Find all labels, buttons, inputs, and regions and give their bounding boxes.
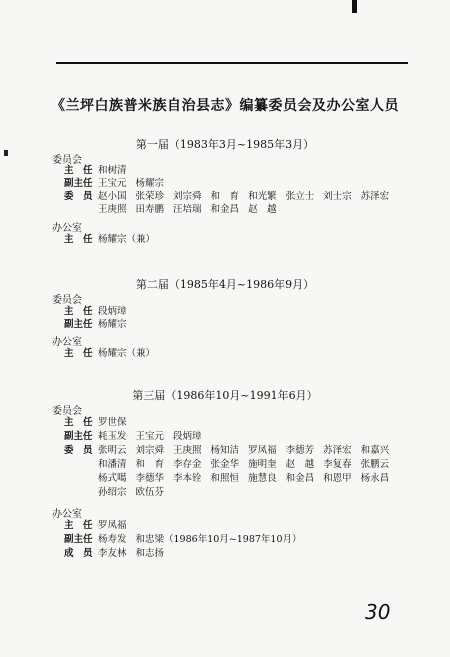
session-3-office-row — [64, 533, 311, 546]
member-name: 欧伍芬 — [135, 487, 165, 498]
member-name: 和恩甲 — [323, 473, 352, 484]
session-3-committee-row — [64, 430, 211, 443]
top-binding-mark — [352, 0, 357, 13]
member-name: 杨永昌 — [360, 473, 390, 484]
member-name: 赵 越 — [248, 204, 277, 215]
page-number: 30 — [365, 600, 391, 624]
member-name: 和 育 — [135, 459, 165, 470]
session-1-office-row — [64, 233, 164, 246]
member-name: 和潘清 — [98, 459, 127, 470]
session-1-heading: 第一届（1983年3月~1985年3月） — [135, 138, 315, 151]
member-name: 和照恒 — [210, 473, 240, 484]
member-name: 李友林 — [98, 548, 127, 559]
member-name: 施慧良 — [248, 473, 277, 484]
member-name: 杨寿发 — [98, 534, 127, 545]
member-name: 杨耀宗（兼） — [98, 234, 156, 245]
session-3-committee-row — [64, 472, 398, 485]
session-2-committee-row — [64, 318, 136, 331]
session-1-committee-row — [64, 164, 136, 177]
role-label: 委 员 — [64, 191, 93, 202]
member-name: 罗凤福 — [98, 520, 127, 531]
member-name: 杨耀宗 — [135, 178, 165, 189]
session-2-office-row — [64, 347, 164, 360]
role-label: 副主任 — [64, 178, 93, 189]
member-name: 杨耀宗（兼） — [98, 348, 156, 359]
member-name: 和金昌 — [210, 204, 240, 215]
member-name: 和光繁 — [248, 191, 277, 202]
session-3-committee-row — [64, 486, 173, 499]
session-3-committee-row — [64, 458, 398, 471]
session-3-office-row — [64, 519, 136, 532]
member-name: 罗世保 — [98, 417, 127, 428]
member-name: 赵 越 — [285, 459, 315, 470]
session-3-office-label: 办公室 — [52, 509, 82, 520]
session-2-committee-label: 委员会 — [52, 295, 82, 306]
member-name: 和志扬 — [135, 548, 165, 559]
member-name: 耗玉发 — [98, 431, 127, 442]
member-name: 孙绍宗 — [98, 487, 127, 498]
session-1-committee-row — [64, 203, 286, 216]
member-name: 和嘉兴 — [360, 445, 390, 456]
member-name: 杨式噶 — [98, 473, 127, 484]
member-name: 张明云 — [98, 445, 127, 456]
member-name: 罗凤福 — [248, 445, 277, 456]
member-name: 李德华 — [135, 473, 165, 484]
member-name: 和忠梁（1986年10月~1987年10月） — [135, 534, 302, 545]
member-name: 苏泽宏 — [360, 191, 390, 202]
role-label: 主 任 — [64, 520, 93, 531]
role-label: 副主任 — [64, 319, 93, 330]
session-3-committee-row — [64, 416, 136, 429]
session-3-committee-row — [64, 444, 398, 457]
member-name: 刘士宗 — [323, 191, 352, 202]
member-name: 张立士 — [285, 191, 315, 202]
header-rule — [56, 62, 408, 64]
role-label: 成 员 — [64, 548, 93, 559]
member-name: 李复春 — [323, 459, 352, 470]
role-label: 委 员 — [64, 445, 93, 456]
session-3-office-row — [64, 547, 173, 560]
role-label: 主 任 — [64, 165, 93, 176]
role-label: 副主任 — [64, 534, 93, 545]
session-2-heading: 第二届（1985年4月~1986年9月） — [135, 278, 315, 291]
session-1-committee-label: 委员会 — [52, 155, 82, 166]
member-name: 和金昌 — [285, 473, 315, 484]
session-1-committee-row — [64, 177, 173, 190]
role-label: 主 任 — [64, 348, 93, 359]
member-name: 李本铨 — [173, 473, 202, 484]
role-label: 主 任 — [64, 417, 93, 428]
member-name: 和树清 — [98, 165, 127, 176]
member-name: 李存金 — [173, 459, 202, 470]
member-name: 赵小国 — [98, 191, 127, 202]
session-1-committee-row — [64, 190, 398, 203]
session-2-committee-row — [64, 305, 136, 318]
role-label: 主 任 — [64, 306, 93, 317]
member-name: 刘宗舜 — [173, 191, 202, 202]
member-name: 张荣珍 — [135, 191, 165, 202]
member-name: 张鹏云 — [360, 459, 390, 470]
session-1-office-label: 办公室 — [52, 223, 82, 234]
page-title: 《兰坪白族普米族自治县志》编纂委员会及办公室人员 — [51, 98, 399, 114]
member-name: 和 育 — [210, 191, 240, 202]
member-name: 汪培瑞 — [173, 204, 202, 215]
role-label: 主 任 — [64, 234, 93, 245]
member-name: 王宝元 — [98, 178, 127, 189]
member-name: 王庚照 — [173, 445, 202, 456]
member-name: 苏泽宏 — [323, 445, 352, 456]
member-name: 田寿鹏 — [135, 204, 165, 215]
member-name: 施明奎 — [248, 459, 277, 470]
member-name: 段炳璋 — [98, 306, 127, 317]
member-name: 李德芳 — [285, 445, 315, 456]
member-name: 杨耀宗 — [98, 319, 127, 330]
session-3-committee-label: 委员会 — [52, 406, 82, 417]
session-2-office-label: 办公室 — [52, 337, 82, 348]
role-label: 副主任 — [64, 431, 93, 442]
member-name: 王宝元 — [135, 431, 165, 442]
member-name: 段炳璋 — [173, 431, 202, 442]
member-name: 张金华 — [210, 459, 240, 470]
session-3-heading: 第三届（1986年10月~1991年6月） — [132, 389, 318, 402]
member-name: 王庚照 — [98, 204, 127, 215]
member-name: 杨知洁 — [210, 445, 240, 456]
member-name: 刘宗舜 — [135, 445, 165, 456]
